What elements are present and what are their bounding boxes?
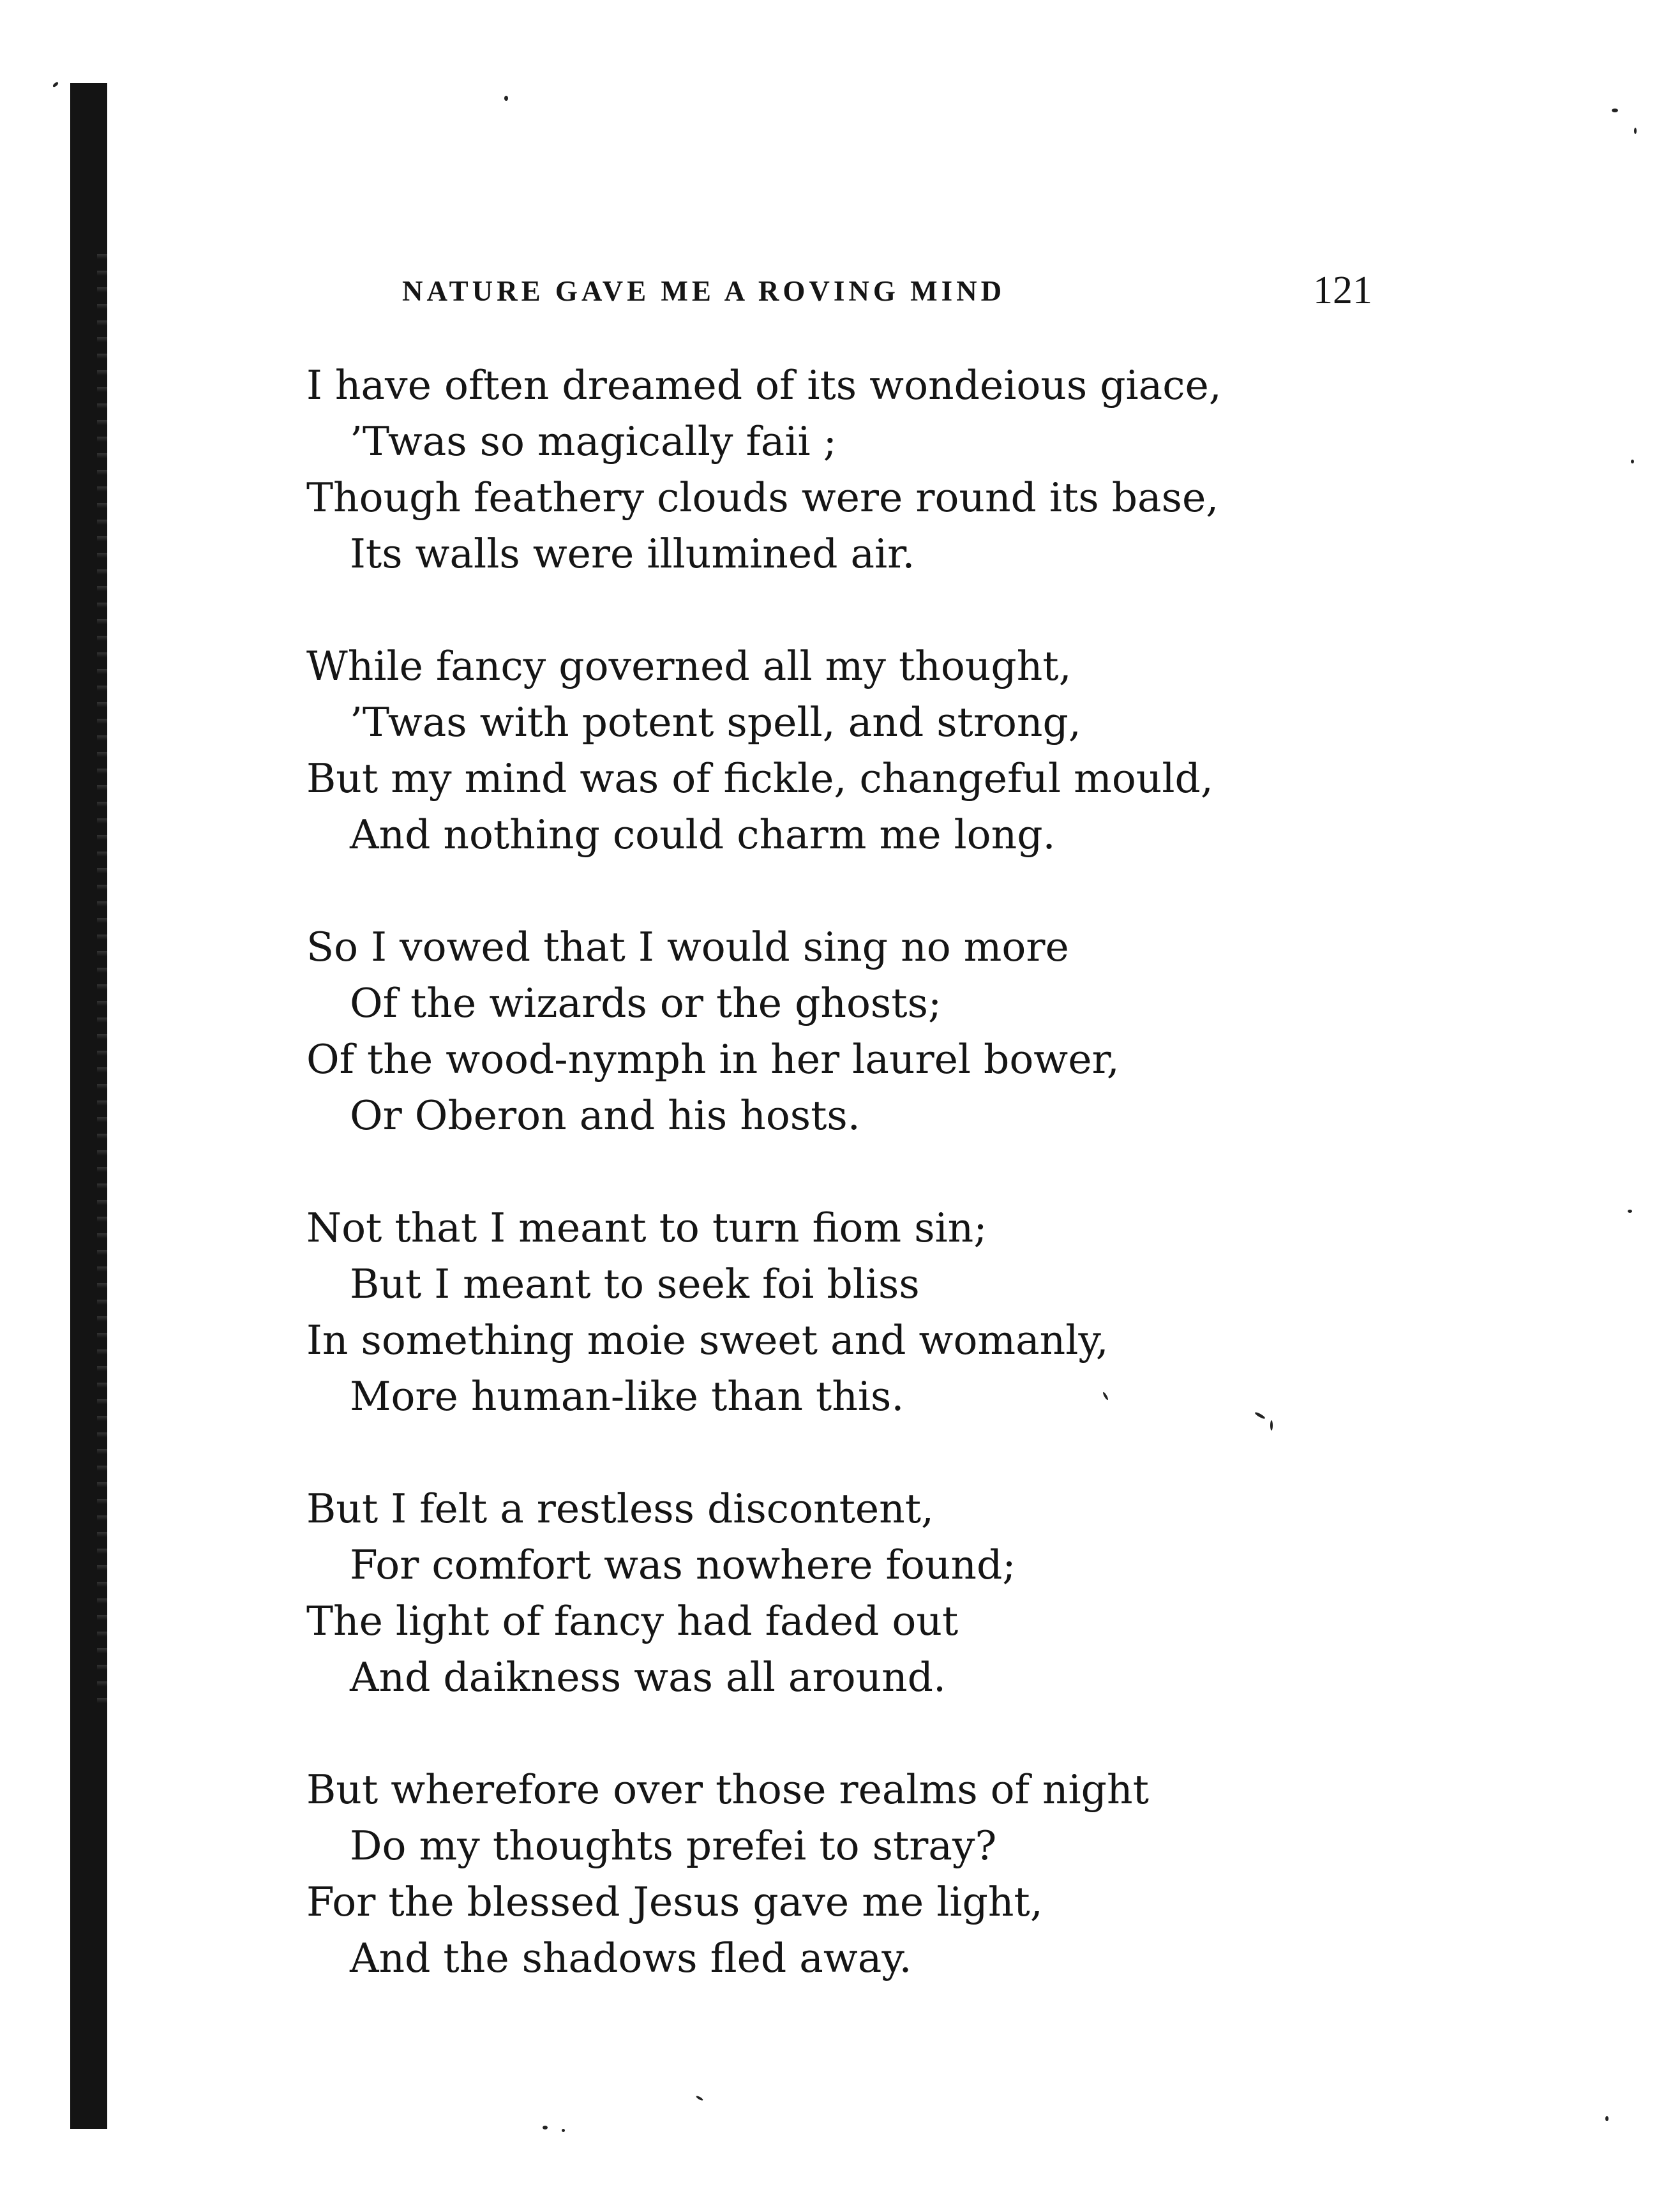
stanza-2	[306, 638, 1391, 863]
running-head	[402, 268, 1372, 319]
poem-line: For the blessed Jesus gave me light,	[306, 1879, 1043, 1925]
poem-line: But my mind was of fickle, changeful mould,	[306, 755, 1213, 802]
stanza-6	[306, 1762, 1391, 1986]
scan-speck	[696, 2095, 703, 2101]
stanza-1	[306, 357, 1391, 582]
poem-line: Do my thoughts prefei to stray?	[350, 1822, 997, 1869]
poem-line: But I meant to seek foi bliss	[350, 1261, 920, 1307]
scan-speck	[1612, 109, 1618, 112]
poem-line: I have often dreamed of its wondeious giace,	[306, 362, 1222, 409]
scan-speck	[1605, 2116, 1609, 2121]
stanza-4	[306, 1200, 1391, 1425]
stanza-5	[306, 1481, 1391, 1706]
stanza-3	[306, 919, 1391, 1144]
poem-line: And nothing could charm me long.	[350, 811, 1056, 858]
page-number: 121	[1313, 269, 1372, 312]
running-title: NATURE GAVE ME A ROVING MIND	[402, 275, 1006, 307]
poem-line: ’Twas so magically faii ;	[350, 418, 837, 465]
poem-line: And the shadows fled away.	[350, 1935, 912, 1981]
poem-line: Not that I meant to turn fiom sin;	[306, 1205, 987, 1251]
scan-speck	[562, 2129, 565, 2132]
binding-edge-texture	[97, 243, 107, 1711]
poem-line: But I felt a restless discontent,	[306, 1485, 934, 1532]
scan-speck	[52, 81, 59, 87]
scan-speck	[1628, 1210, 1632, 1213]
poem-line: More human-like than this.	[350, 1373, 904, 1420]
poem-line: But wherefore over those realms of night	[306, 1766, 1149, 1813]
scan-speck	[504, 96, 508, 101]
poem-line: Its walls were illumined air.	[350, 530, 915, 577]
poem-line: Or Oberon and his hosts.	[350, 1092, 860, 1139]
poem-line: In something moie sweet and womanly,	[306, 1317, 1109, 1363]
poem-line: Of the wood-nymph in her laurel bower,	[306, 1036, 1120, 1083]
poem-line: For comfort was nowhere found;	[350, 1542, 1016, 1588]
poem-line: And daikness was all around.	[350, 1654, 947, 1701]
scan-speck	[1631, 460, 1634, 463]
poem-line: So I vowed that I would sing no more	[306, 924, 1069, 970]
poem-line: Though feathery clouds were round its base,	[306, 474, 1219, 521]
poem-line: ’Twas with potent spell, and strong,	[350, 699, 1081, 746]
poem-line: While fancy governed all my thought,	[306, 643, 1072, 689]
scan-speck	[543, 2126, 548, 2129]
scan-speck	[1634, 128, 1637, 134]
poem-line: The light of fancy had faded out	[306, 1598, 959, 1644]
poem-line: Of the wizards or the ghosts;	[350, 980, 942, 1026]
poem-body	[306, 357, 1391, 2043]
